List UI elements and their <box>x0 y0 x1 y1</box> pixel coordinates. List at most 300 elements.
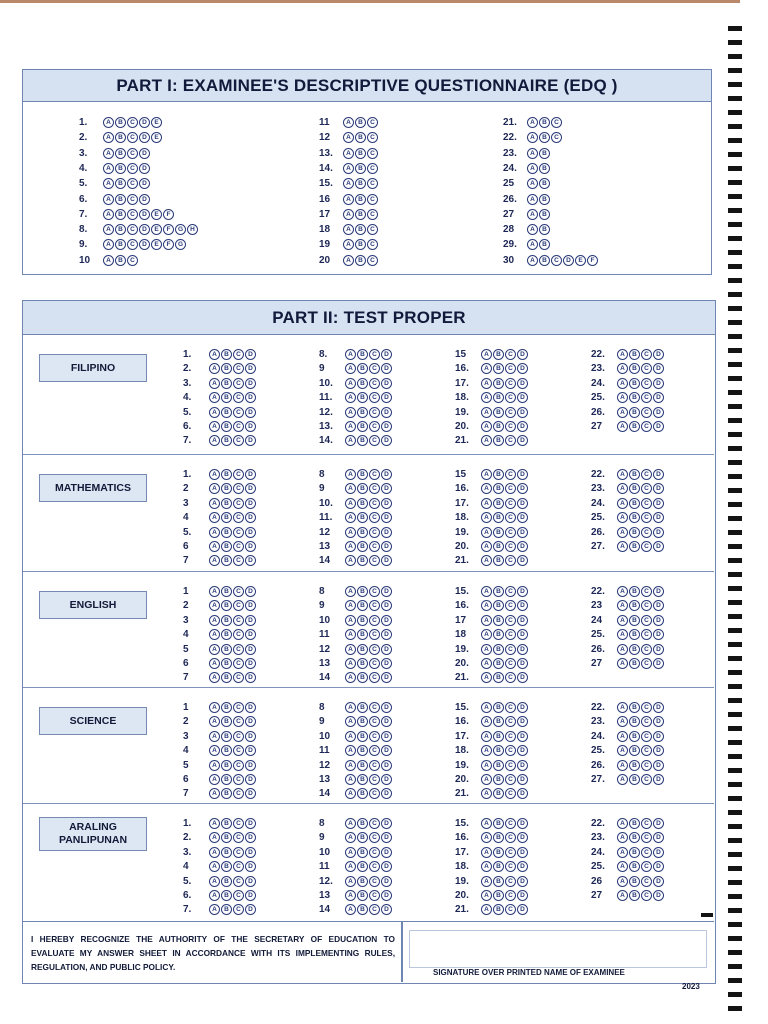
answer-bubble[interactable]: A <box>617 876 628 887</box>
answer-bubble[interactable]: C <box>233 421 244 432</box>
answer-bubble[interactable]: D <box>517 421 528 432</box>
answer-bubble[interactable]: B <box>357 407 368 418</box>
answer-bubble[interactable]: D <box>245 615 256 626</box>
answer-bubble[interactable]: D <box>517 847 528 858</box>
answer-bubble[interactable]: B <box>357 788 368 799</box>
answer-bubble[interactable]: C <box>641 716 652 727</box>
answer-bubble[interactable]: C <box>505 527 516 538</box>
answer-bubble[interactable]: A <box>617 392 628 403</box>
answer-bubble[interactable]: A <box>617 512 628 523</box>
answer-bubble[interactable]: B <box>357 832 368 843</box>
answer-bubble[interactable]: C <box>505 349 516 360</box>
answer-bubble[interactable]: C <box>641 586 652 597</box>
answer-bubble[interactable]: A <box>345 555 356 566</box>
answer-bubble[interactable]: B <box>357 421 368 432</box>
answer-bubble[interactable]: C <box>369 644 380 655</box>
answer-bubble[interactable]: C <box>505 483 516 494</box>
answer-bubble[interactable]: A <box>343 224 354 235</box>
answer-bubble[interactable]: D <box>245 861 256 872</box>
answer-bubble[interactable]: B <box>357 774 368 785</box>
answer-bubble[interactable]: B <box>357 629 368 640</box>
answer-bubble[interactable]: D <box>653 818 664 829</box>
answer-bubble[interactable]: B <box>221 876 232 887</box>
answer-bubble[interactable]: B <box>357 512 368 523</box>
answer-bubble[interactable]: A <box>481 745 492 756</box>
answer-bubble[interactable]: A <box>527 255 538 266</box>
answer-bubble[interactable]: C <box>367 178 378 189</box>
answer-bubble[interactable]: A <box>209 644 220 655</box>
answer-bubble[interactable]: A <box>209 527 220 538</box>
answer-bubble[interactable]: A <box>345 435 356 446</box>
answer-bubble[interactable]: B <box>357 672 368 683</box>
answer-bubble[interactable]: B <box>629 760 640 771</box>
answer-bubble[interactable]: D <box>139 117 150 128</box>
answer-bubble[interactable]: D <box>653 861 664 872</box>
answer-bubble[interactable]: A <box>345 600 356 611</box>
answer-bubble[interactable]: A <box>617 586 628 597</box>
answer-bubble[interactable]: A <box>209 512 220 523</box>
answer-bubble[interactable]: B <box>357 861 368 872</box>
answer-bubble[interactable]: A <box>209 421 220 432</box>
answer-bubble[interactable]: C <box>641 378 652 389</box>
answer-bubble[interactable]: B <box>355 117 366 128</box>
answer-bubble[interactable]: B <box>629 600 640 611</box>
answer-bubble[interactable]: B <box>357 363 368 374</box>
answer-bubble[interactable]: D <box>245 760 256 771</box>
answer-bubble[interactable]: D <box>517 832 528 843</box>
answer-bubble[interactable]: B <box>493 498 504 509</box>
answer-bubble[interactable]: C <box>127 117 138 128</box>
answer-bubble[interactable]: B <box>221 363 232 374</box>
answer-bubble[interactable]: A <box>345 498 356 509</box>
answer-bubble[interactable]: B <box>493 760 504 771</box>
answer-bubble[interactable]: C <box>641 541 652 552</box>
answer-bubble[interactable]: A <box>481 731 492 742</box>
answer-bubble[interactable]: C <box>233 760 244 771</box>
answer-bubble[interactable]: D <box>245 586 256 597</box>
answer-bubble[interactable]: D <box>381 363 392 374</box>
answer-bubble[interactable]: A <box>345 615 356 626</box>
answer-bubble[interactable]: C <box>641 469 652 480</box>
answer-bubble[interactable]: B <box>629 774 640 785</box>
answer-bubble[interactable]: D <box>245 349 256 360</box>
answer-bubble[interactable]: A <box>345 716 356 727</box>
answer-bubble[interactable]: D <box>381 890 392 901</box>
answer-bubble[interactable]: D <box>653 363 664 374</box>
answer-bubble[interactable]: C <box>233 904 244 915</box>
answer-bubble[interactable]: B <box>629 527 640 538</box>
answer-bubble[interactable]: C <box>369 818 380 829</box>
answer-bubble[interactable]: B <box>221 407 232 418</box>
answer-bubble[interactable]: C <box>369 904 380 915</box>
answer-bubble[interactable]: B <box>539 117 550 128</box>
answer-bubble[interactable]: A <box>617 615 628 626</box>
answer-bubble[interactable]: A <box>209 774 220 785</box>
answer-bubble[interactable]: B <box>493 716 504 727</box>
answer-bubble[interactable]: D <box>563 255 574 266</box>
answer-bubble[interactable]: B <box>115 132 126 143</box>
answer-bubble[interactable]: B <box>539 178 550 189</box>
answer-bubble[interactable]: C <box>369 615 380 626</box>
answer-bubble[interactable]: D <box>245 600 256 611</box>
answer-bubble[interactable]: B <box>629 847 640 858</box>
answer-bubble[interactable]: C <box>369 498 380 509</box>
answer-bubble[interactable]: B <box>629 876 640 887</box>
answer-bubble[interactable]: A <box>209 600 220 611</box>
answer-bubble[interactable]: F <box>163 239 174 250</box>
answer-bubble[interactable]: C <box>505 702 516 713</box>
answer-bubble[interactable]: C <box>127 178 138 189</box>
answer-bubble[interactable]: A <box>103 224 114 235</box>
answer-bubble[interactable]: C <box>505 363 516 374</box>
answer-bubble[interactable]: C <box>233 702 244 713</box>
answer-bubble[interactable]: D <box>517 483 528 494</box>
answer-bubble[interactable]: B <box>629 512 640 523</box>
answer-bubble[interactable]: A <box>345 644 356 655</box>
answer-bubble[interactable]: C <box>369 731 380 742</box>
answer-bubble[interactable]: B <box>357 378 368 389</box>
answer-bubble[interactable]: B <box>221 469 232 480</box>
answer-bubble[interactable]: D <box>517 541 528 552</box>
answer-bubble[interactable]: D <box>653 586 664 597</box>
answer-bubble[interactable]: B <box>221 421 232 432</box>
answer-bubble[interactable]: D <box>381 629 392 640</box>
answer-bubble[interactable]: A <box>617 818 628 829</box>
answer-bubble[interactable]: C <box>369 847 380 858</box>
answer-bubble[interactable]: A <box>345 702 356 713</box>
answer-bubble[interactable]: A <box>345 861 356 872</box>
answer-bubble[interactable]: A <box>481 876 492 887</box>
answer-bubble[interactable]: C <box>641 861 652 872</box>
answer-bubble[interactable]: B <box>221 629 232 640</box>
answer-bubble[interactable]: B <box>355 239 366 250</box>
answer-bubble[interactable]: B <box>115 117 126 128</box>
answer-bubble[interactable]: D <box>381 421 392 432</box>
answer-bubble[interactable]: D <box>653 716 664 727</box>
answer-bubble[interactable]: D <box>139 132 150 143</box>
answer-bubble[interactable]: A <box>345 392 356 403</box>
answer-bubble[interactable]: B <box>493 586 504 597</box>
answer-bubble[interactable]: A <box>527 117 538 128</box>
answer-bubble[interactable]: D <box>653 527 664 538</box>
answer-bubble[interactable]: B <box>221 527 232 538</box>
answer-bubble[interactable]: C <box>369 890 380 901</box>
answer-bubble[interactable]: A <box>527 194 538 205</box>
answer-bubble[interactable]: B <box>493 890 504 901</box>
answer-bubble[interactable]: A <box>481 407 492 418</box>
answer-bubble[interactable]: A <box>343 209 354 220</box>
answer-bubble[interactable]: C <box>641 527 652 538</box>
answer-bubble[interactable]: B <box>493 818 504 829</box>
answer-bubble[interactable]: D <box>381 745 392 756</box>
answer-bubble[interactable]: C <box>369 378 380 389</box>
answer-bubble[interactable]: C <box>367 255 378 266</box>
answer-bubble[interactable]: C <box>367 117 378 128</box>
answer-bubble[interactable]: D <box>653 541 664 552</box>
answer-bubble[interactable]: A <box>343 163 354 174</box>
answer-bubble[interactable]: B <box>221 861 232 872</box>
answer-bubble[interactable]: C <box>369 363 380 374</box>
answer-bubble[interactable]: A <box>209 469 220 480</box>
answer-bubble[interactable]: D <box>517 469 528 480</box>
answer-bubble[interactable]: C <box>369 421 380 432</box>
answer-bubble[interactable]: B <box>221 890 232 901</box>
answer-bubble[interactable]: C <box>505 469 516 480</box>
answer-bubble[interactable]: C <box>505 586 516 597</box>
answer-bubble[interactable]: A <box>345 541 356 552</box>
answer-bubble[interactable]: A <box>481 890 492 901</box>
answer-bubble[interactable]: A <box>617 760 628 771</box>
answer-bubble[interactable]: C <box>369 600 380 611</box>
answer-bubble[interactable]: A <box>481 483 492 494</box>
answer-bubble[interactable]: A <box>481 378 492 389</box>
answer-bubble[interactable]: D <box>517 818 528 829</box>
answer-bubble[interactable]: B <box>357 904 368 915</box>
answer-bubble[interactable]: C <box>641 512 652 523</box>
answer-bubble[interactable]: B <box>221 832 232 843</box>
answer-bubble[interactable]: C <box>233 469 244 480</box>
answer-bubble[interactable]: D <box>517 774 528 785</box>
answer-bubble[interactable]: C <box>233 629 244 640</box>
answer-bubble[interactable]: A <box>617 363 628 374</box>
answer-bubble[interactable]: C <box>641 658 652 669</box>
answer-bubble[interactable]: B <box>629 818 640 829</box>
answer-bubble[interactable]: C <box>367 163 378 174</box>
answer-bubble[interactable]: D <box>653 469 664 480</box>
answer-bubble[interactable]: C <box>641 702 652 713</box>
answer-bubble[interactable]: A <box>103 209 114 220</box>
answer-bubble[interactable]: B <box>629 349 640 360</box>
answer-bubble[interactable]: C <box>369 512 380 523</box>
answer-bubble[interactable]: C <box>233 498 244 509</box>
answer-bubble[interactable]: C <box>641 483 652 494</box>
answer-bubble[interactable]: D <box>517 890 528 901</box>
answer-bubble[interactable]: B <box>357 483 368 494</box>
answer-bubble[interactable]: B <box>221 644 232 655</box>
answer-bubble[interactable]: D <box>245 832 256 843</box>
answer-bubble[interactable]: C <box>233 512 244 523</box>
answer-bubble[interactable]: D <box>653 483 664 494</box>
answer-bubble[interactable]: B <box>493 407 504 418</box>
answer-bubble[interactable]: E <box>151 239 162 250</box>
answer-bubble[interactable]: B <box>493 527 504 538</box>
answer-bubble[interactable]: D <box>245 392 256 403</box>
answer-bubble[interactable]: C <box>233 716 244 727</box>
answer-bubble[interactable]: D <box>245 774 256 785</box>
answer-bubble[interactable]: B <box>629 861 640 872</box>
answer-bubble[interactable]: C <box>233 788 244 799</box>
answer-bubble[interactable]: A <box>481 847 492 858</box>
answer-bubble[interactable]: B <box>629 421 640 432</box>
answer-bubble[interactable]: H <box>187 224 198 235</box>
answer-bubble[interactable]: B <box>539 209 550 220</box>
answer-bubble[interactable]: A <box>209 890 220 901</box>
answer-bubble[interactable]: D <box>517 378 528 389</box>
answer-bubble[interactable]: D <box>245 469 256 480</box>
answer-bubble[interactable]: A <box>345 760 356 771</box>
answer-bubble[interactable]: D <box>381 392 392 403</box>
answer-bubble[interactable]: A <box>345 745 356 756</box>
answer-bubble[interactable]: C <box>367 209 378 220</box>
answer-bubble[interactable]: D <box>653 890 664 901</box>
answer-bubble[interactable]: B <box>629 407 640 418</box>
answer-bubble[interactable]: B <box>221 774 232 785</box>
answer-bubble[interactable]: A <box>103 194 114 205</box>
answer-bubble[interactable]: D <box>653 774 664 785</box>
answer-bubble[interactable]: B <box>493 644 504 655</box>
answer-bubble[interactable]: C <box>127 255 138 266</box>
answer-bubble[interactable]: C <box>641 363 652 374</box>
answer-bubble[interactable]: C <box>641 876 652 887</box>
answer-bubble[interactable]: A <box>209 483 220 494</box>
answer-bubble[interactable]: C <box>505 629 516 640</box>
answer-bubble[interactable]: B <box>357 644 368 655</box>
answer-bubble[interactable]: A <box>481 469 492 480</box>
answer-bubble[interactable]: E <box>151 132 162 143</box>
answer-bubble[interactable]: D <box>653 702 664 713</box>
answer-bubble[interactable]: D <box>653 731 664 742</box>
answer-bubble[interactable]: A <box>481 760 492 771</box>
answer-bubble[interactable]: E <box>151 117 162 128</box>
answer-bubble[interactable]: B <box>221 541 232 552</box>
answer-bubble[interactable]: A <box>617 629 628 640</box>
answer-bubble[interactable]: A <box>481 392 492 403</box>
answer-bubble[interactable]: B <box>221 435 232 446</box>
answer-bubble[interactable]: A <box>527 209 538 220</box>
answer-bubble[interactable]: B <box>539 132 550 143</box>
answer-bubble[interactable]: A <box>345 527 356 538</box>
answer-bubble[interactable]: C <box>233 483 244 494</box>
answer-bubble[interactable]: D <box>517 629 528 640</box>
answer-bubble[interactable]: D <box>517 861 528 872</box>
answer-bubble[interactable]: B <box>629 702 640 713</box>
answer-bubble[interactable]: D <box>245 498 256 509</box>
answer-bubble[interactable]: D <box>381 541 392 552</box>
answer-bubble[interactable]: B <box>493 832 504 843</box>
answer-bubble[interactable]: A <box>481 349 492 360</box>
answer-bubble[interactable]: B <box>221 512 232 523</box>
answer-bubble[interactable]: D <box>381 512 392 523</box>
answer-bubble[interactable]: D <box>245 407 256 418</box>
answer-bubble[interactable]: B <box>539 163 550 174</box>
answer-bubble[interactable]: D <box>653 760 664 771</box>
answer-bubble[interactable]: C <box>233 644 244 655</box>
answer-bubble[interactable]: B <box>629 586 640 597</box>
answer-bubble[interactable]: B <box>493 349 504 360</box>
answer-bubble[interactable]: B <box>221 483 232 494</box>
answer-bubble[interactable]: A <box>617 421 628 432</box>
answer-bubble[interactable]: G <box>175 239 186 250</box>
answer-bubble[interactable]: A <box>103 132 114 143</box>
answer-bubble[interactable]: D <box>381 658 392 669</box>
answer-bubble[interactable]: B <box>493 392 504 403</box>
answer-bubble[interactable]: D <box>381 847 392 858</box>
answer-bubble[interactable]: D <box>517 527 528 538</box>
answer-bubble[interactable]: C <box>233 527 244 538</box>
answer-bubble[interactable]: A <box>617 644 628 655</box>
answer-bubble[interactable]: C <box>505 407 516 418</box>
answer-bubble[interactable]: A <box>481 435 492 446</box>
answer-bubble[interactable]: B <box>357 876 368 887</box>
answer-bubble[interactable]: B <box>493 469 504 480</box>
answer-bubble[interactable]: C <box>505 847 516 858</box>
answer-bubble[interactable]: B <box>115 209 126 220</box>
answer-bubble[interactable]: C <box>641 847 652 858</box>
answer-bubble[interactable]: A <box>209 407 220 418</box>
answer-bubble[interactable]: A <box>617 774 628 785</box>
answer-bubble[interactable]: B <box>493 904 504 915</box>
answer-bubble[interactable]: B <box>493 847 504 858</box>
answer-bubble[interactable]: B <box>493 483 504 494</box>
answer-bubble[interactable]: A <box>481 541 492 552</box>
answer-bubble[interactable]: B <box>221 498 232 509</box>
answer-bubble[interactable]: A <box>345 731 356 742</box>
answer-bubble[interactable]: C <box>641 890 652 901</box>
answer-bubble[interactable]: A <box>209 745 220 756</box>
answer-bubble[interactable]: A <box>617 702 628 713</box>
answer-bubble[interactable]: F <box>163 224 174 235</box>
answer-bubble[interactable]: C <box>367 239 378 250</box>
answer-bubble[interactable]: B <box>629 658 640 669</box>
answer-bubble[interactable]: A <box>617 527 628 538</box>
answer-bubble[interactable]: B <box>221 702 232 713</box>
answer-bubble[interactable]: A <box>345 469 356 480</box>
answer-bubble[interactable]: C <box>369 832 380 843</box>
answer-bubble[interactable]: A <box>345 407 356 418</box>
answer-bubble[interactable]: B <box>357 435 368 446</box>
answer-bubble[interactable]: D <box>517 904 528 915</box>
answer-bubble[interactable]: B <box>357 600 368 611</box>
answer-bubble[interactable]: B <box>357 731 368 742</box>
answer-bubble[interactable]: B <box>493 421 504 432</box>
answer-bubble[interactable]: B <box>493 861 504 872</box>
answer-bubble[interactable]: D <box>517 363 528 374</box>
answer-bubble[interactable]: B <box>355 194 366 205</box>
answer-bubble[interactable]: A <box>209 392 220 403</box>
answer-bubble[interactable]: B <box>493 702 504 713</box>
answer-bubble[interactable]: D <box>381 760 392 771</box>
answer-bubble[interactable]: D <box>517 349 528 360</box>
answer-bubble[interactable]: D <box>517 760 528 771</box>
answer-bubble[interactable]: D <box>381 600 392 611</box>
answer-bubble[interactable]: D <box>653 644 664 655</box>
answer-bubble[interactable]: A <box>345 512 356 523</box>
answer-bubble[interactable]: A <box>481 363 492 374</box>
answer-bubble[interactable]: C <box>641 615 652 626</box>
answer-bubble[interactable]: A <box>481 774 492 785</box>
answer-bubble[interactable]: B <box>629 378 640 389</box>
answer-bubble[interactable]: D <box>245 541 256 552</box>
answer-bubble[interactable]: A <box>209 788 220 799</box>
answer-bubble[interactable]: D <box>517 658 528 669</box>
answer-bubble[interactable]: C <box>369 407 380 418</box>
answer-bubble[interactable]: C <box>505 818 516 829</box>
answer-bubble[interactable]: C <box>369 392 380 403</box>
answer-bubble[interactable]: D <box>245 702 256 713</box>
answer-bubble[interactable]: A <box>617 861 628 872</box>
answer-bubble[interactable]: G <box>175 224 186 235</box>
answer-bubble[interactable]: A <box>527 163 538 174</box>
answer-bubble[interactable]: C <box>641 832 652 843</box>
answer-bubble[interactable]: C <box>505 498 516 509</box>
answer-bubble[interactable]: C <box>505 760 516 771</box>
answer-bubble[interactable]: A <box>481 421 492 432</box>
answer-bubble[interactable]: C <box>233 876 244 887</box>
answer-bubble[interactable]: C <box>505 876 516 887</box>
answer-bubble[interactable]: D <box>381 349 392 360</box>
answer-bubble[interactable]: A <box>345 483 356 494</box>
answer-bubble[interactable]: B <box>629 644 640 655</box>
